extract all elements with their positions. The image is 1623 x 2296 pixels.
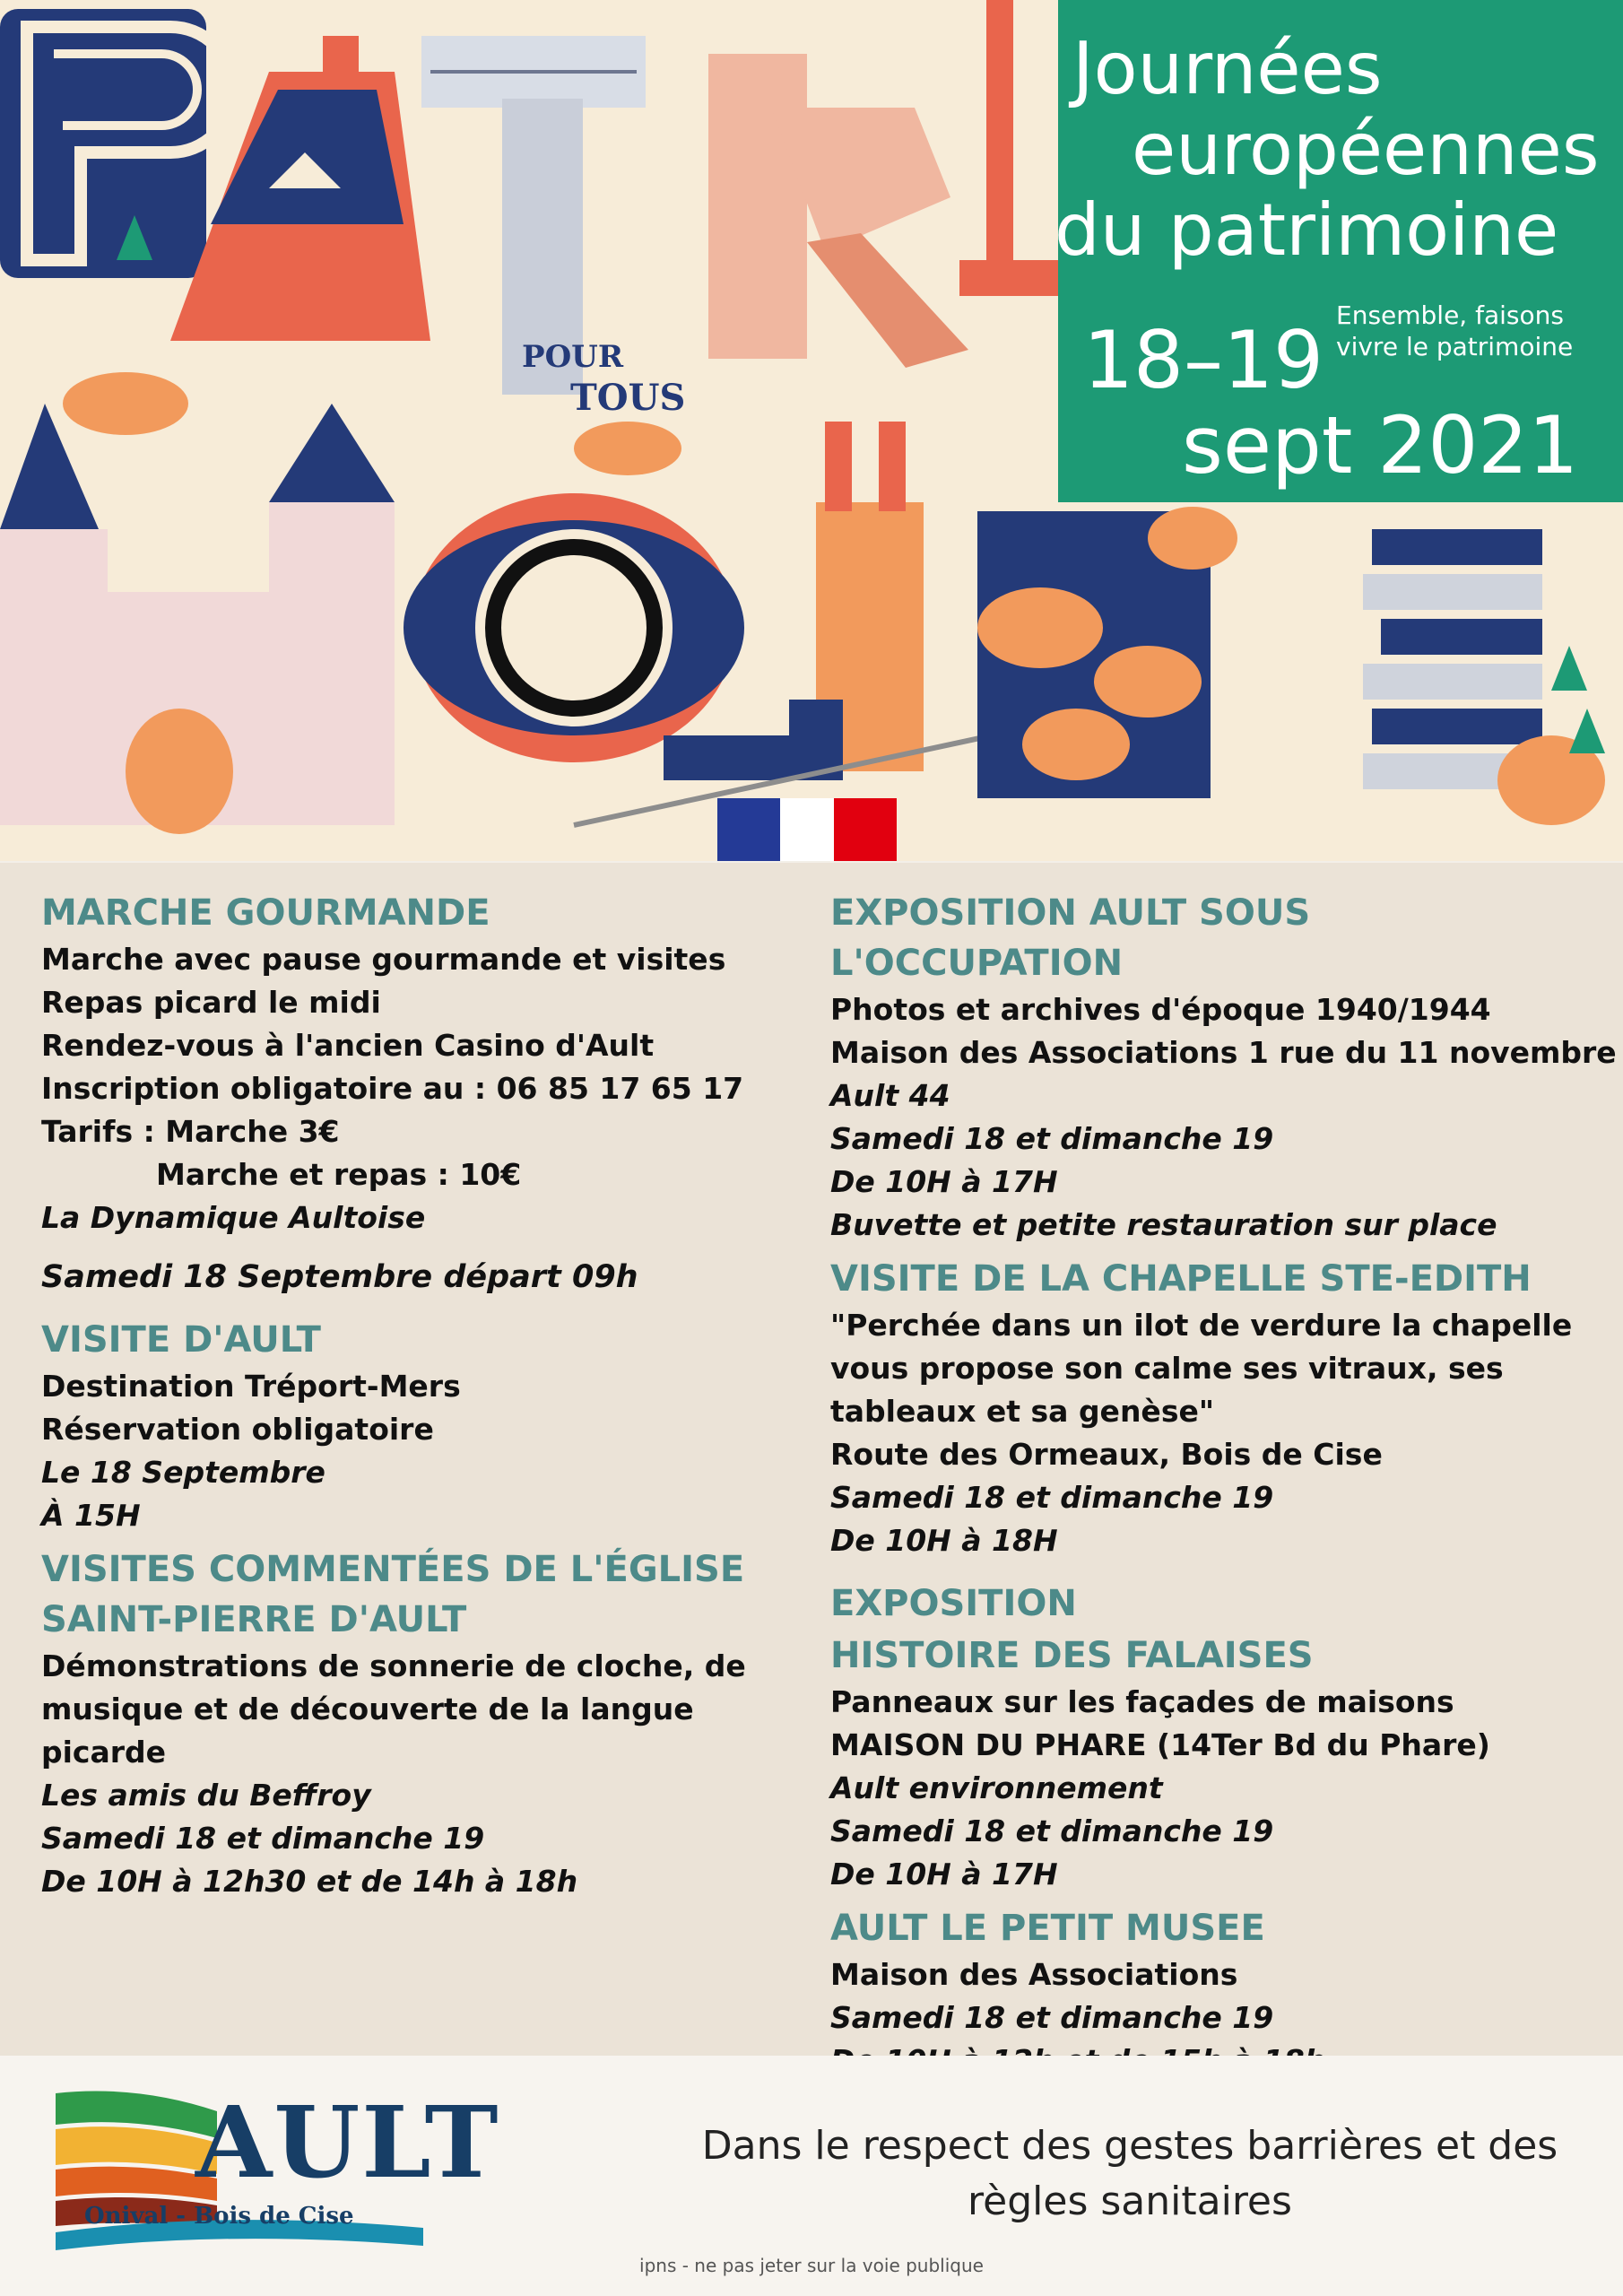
- section-title: AULT LE PETIT MUSEE: [830, 1908, 1265, 1949]
- ault-logo: [47, 2075, 500, 2255]
- letter-p-shape: [0, 9, 233, 278]
- art-word-pour: POUR: [522, 339, 624, 375]
- detail-line: Buvette et petite restauration sur place: [830, 1207, 1497, 1242]
- section-title: VISITE DE LA CHAPELLE STE-EDITH: [830, 1258, 1532, 1300]
- section-eglise-saint-pierre: [41, 1544, 812, 1903]
- address-line: Maison des Associations 1 rue du 11 novembre: [830, 1035, 1617, 1070]
- section-title: VISITES COMMENTÉES DE L'ÉGLISE SAINT-PIERRE D'AULT: [41, 1549, 745, 1640]
- banner-illustration: [0, 0, 1623, 861]
- time-line: De 10H à 17H: [830, 1857, 1058, 1892]
- section-visite-ault: [41, 1315, 812, 1537]
- program-column-right: [830, 888, 1617, 2083]
- leaves-block: [977, 507, 1237, 798]
- republique-francaise-flag-icon: [717, 798, 897, 861]
- section-title: MARCHE GOURMANDE: [41, 892, 490, 934]
- section-subtitle: HISTOIRE DES FALAISES: [830, 1635, 1314, 1676]
- price-line: Marche et repas : 10€: [156, 1157, 522, 1192]
- organizer-line: Ault 44: [830, 1078, 950, 1113]
- ipns-notice: ipns - ne pas jeter sur la voie publique: [639, 2255, 984, 2276]
- art-word-tous: TOUS: [570, 377, 686, 419]
- address-line: MAISON DU PHARE (14Ter Bd du Phare): [830, 1727, 1490, 1762]
- logo-subtitle: Onival - Bois de Cise: [84, 2203, 354, 2230]
- date-line: Samedi 18 et dimanche 19: [41, 1821, 485, 1856]
- detail-line: Panneaux sur les façades de maisons: [830, 1684, 1454, 1719]
- time-line: De 10H à 17H: [830, 1164, 1058, 1199]
- section-title: VISITE D'AULT: [41, 1319, 321, 1361]
- program-column-left: [41, 888, 812, 1903]
- date-line: Samedi 18 et dimanche 19: [830, 2000, 1274, 2035]
- sanitary-notice: Dans le respect des gestes barrières et des règles sanitaires: [701, 2123, 1558, 2224]
- organizer-line: Ault environnement: [830, 1770, 1163, 1805]
- event-slogan-line1: Ensemble, faisons: [1336, 300, 1564, 330]
- section-title: EXPOSITION AULT SOUS L'OCCUPATION: [830, 892, 1311, 984]
- quote-line: "Perchée dans un ilot de verdure la chapelle vous propose son calme ses vitraux, ses tableaux et sa genèse": [830, 1308, 1573, 1429]
- section-expo-occupation: [830, 888, 1617, 1247]
- detail-line: Destination Tréport-Mers: [41, 1369, 461, 1404]
- date-line: Le 18 Septembre: [41, 1455, 325, 1490]
- event-slogan-line2: vivre le patrimoine: [1336, 332, 1574, 361]
- detail-line: Démonstrations de sonnerie de cloche, de musique et de découverte de la langue picarde: [41, 1648, 746, 1770]
- price-line: Tarifs : Marche 3€: [41, 1114, 340, 1149]
- organizer-line: La Dynamique Aultoise: [41, 1200, 426, 1235]
- time-line: À 15H: [41, 1498, 141, 1533]
- time-line: De 10H à 12h30 et de 14h à 18h: [41, 1864, 578, 1899]
- section-title: EXPOSITION: [830, 1583, 1077, 1624]
- address-line: Route des Ormeaux, Bois de Cise: [830, 1437, 1383, 1472]
- event-month-year: sept 2021: [1182, 399, 1579, 491]
- section-histoire-falaises: [830, 1578, 1610, 1896]
- detail-line: Photos et archives d'époque 1940/1944: [830, 992, 1491, 1027]
- date-line: Samedi 18 et dimanche 19: [830, 1813, 1274, 1848]
- time-line: De 10H à 18H: [830, 1523, 1058, 1558]
- section-chapelle-ste-edith: [830, 1254, 1610, 1562]
- date-line: Samedi 18 et dimanche 19: [830, 1480, 1274, 1515]
- event-title-line1: Journées: [1072, 27, 1383, 110]
- address-line: Maison des Associations: [830, 1957, 1238, 1992]
- detail-line: Repas picard le midi: [41, 985, 381, 1020]
- detail-line: Rendez-vous à l'ancien Casino d'Ault: [41, 1028, 655, 1063]
- program-content: [0, 863, 1623, 2056]
- organizer-line: Les amis du Beffroy: [41, 1778, 371, 1813]
- detail-line: Marche avec pause gourmande et visites: [41, 942, 726, 977]
- event-title-line3: du patrimoine: [1055, 188, 1559, 272]
- date-line: Samedi 18 et dimanche 19: [830, 1121, 1274, 1156]
- detail-line: Réservation obligatoire: [41, 1412, 434, 1447]
- date-line: Samedi 18 Septembre départ 09h: [41, 1259, 638, 1295]
- event-dates: 18–19: [1083, 314, 1324, 406]
- event-title-line2: européennes: [1132, 108, 1600, 191]
- phone-line: Inscription obligatoire au : 06 85 17 65 17: [41, 1071, 744, 1106]
- logo-name: AULT: [195, 2084, 500, 2200]
- footer: [0, 2056, 1623, 2296]
- section-marche-gourmande: [41, 888, 812, 1299]
